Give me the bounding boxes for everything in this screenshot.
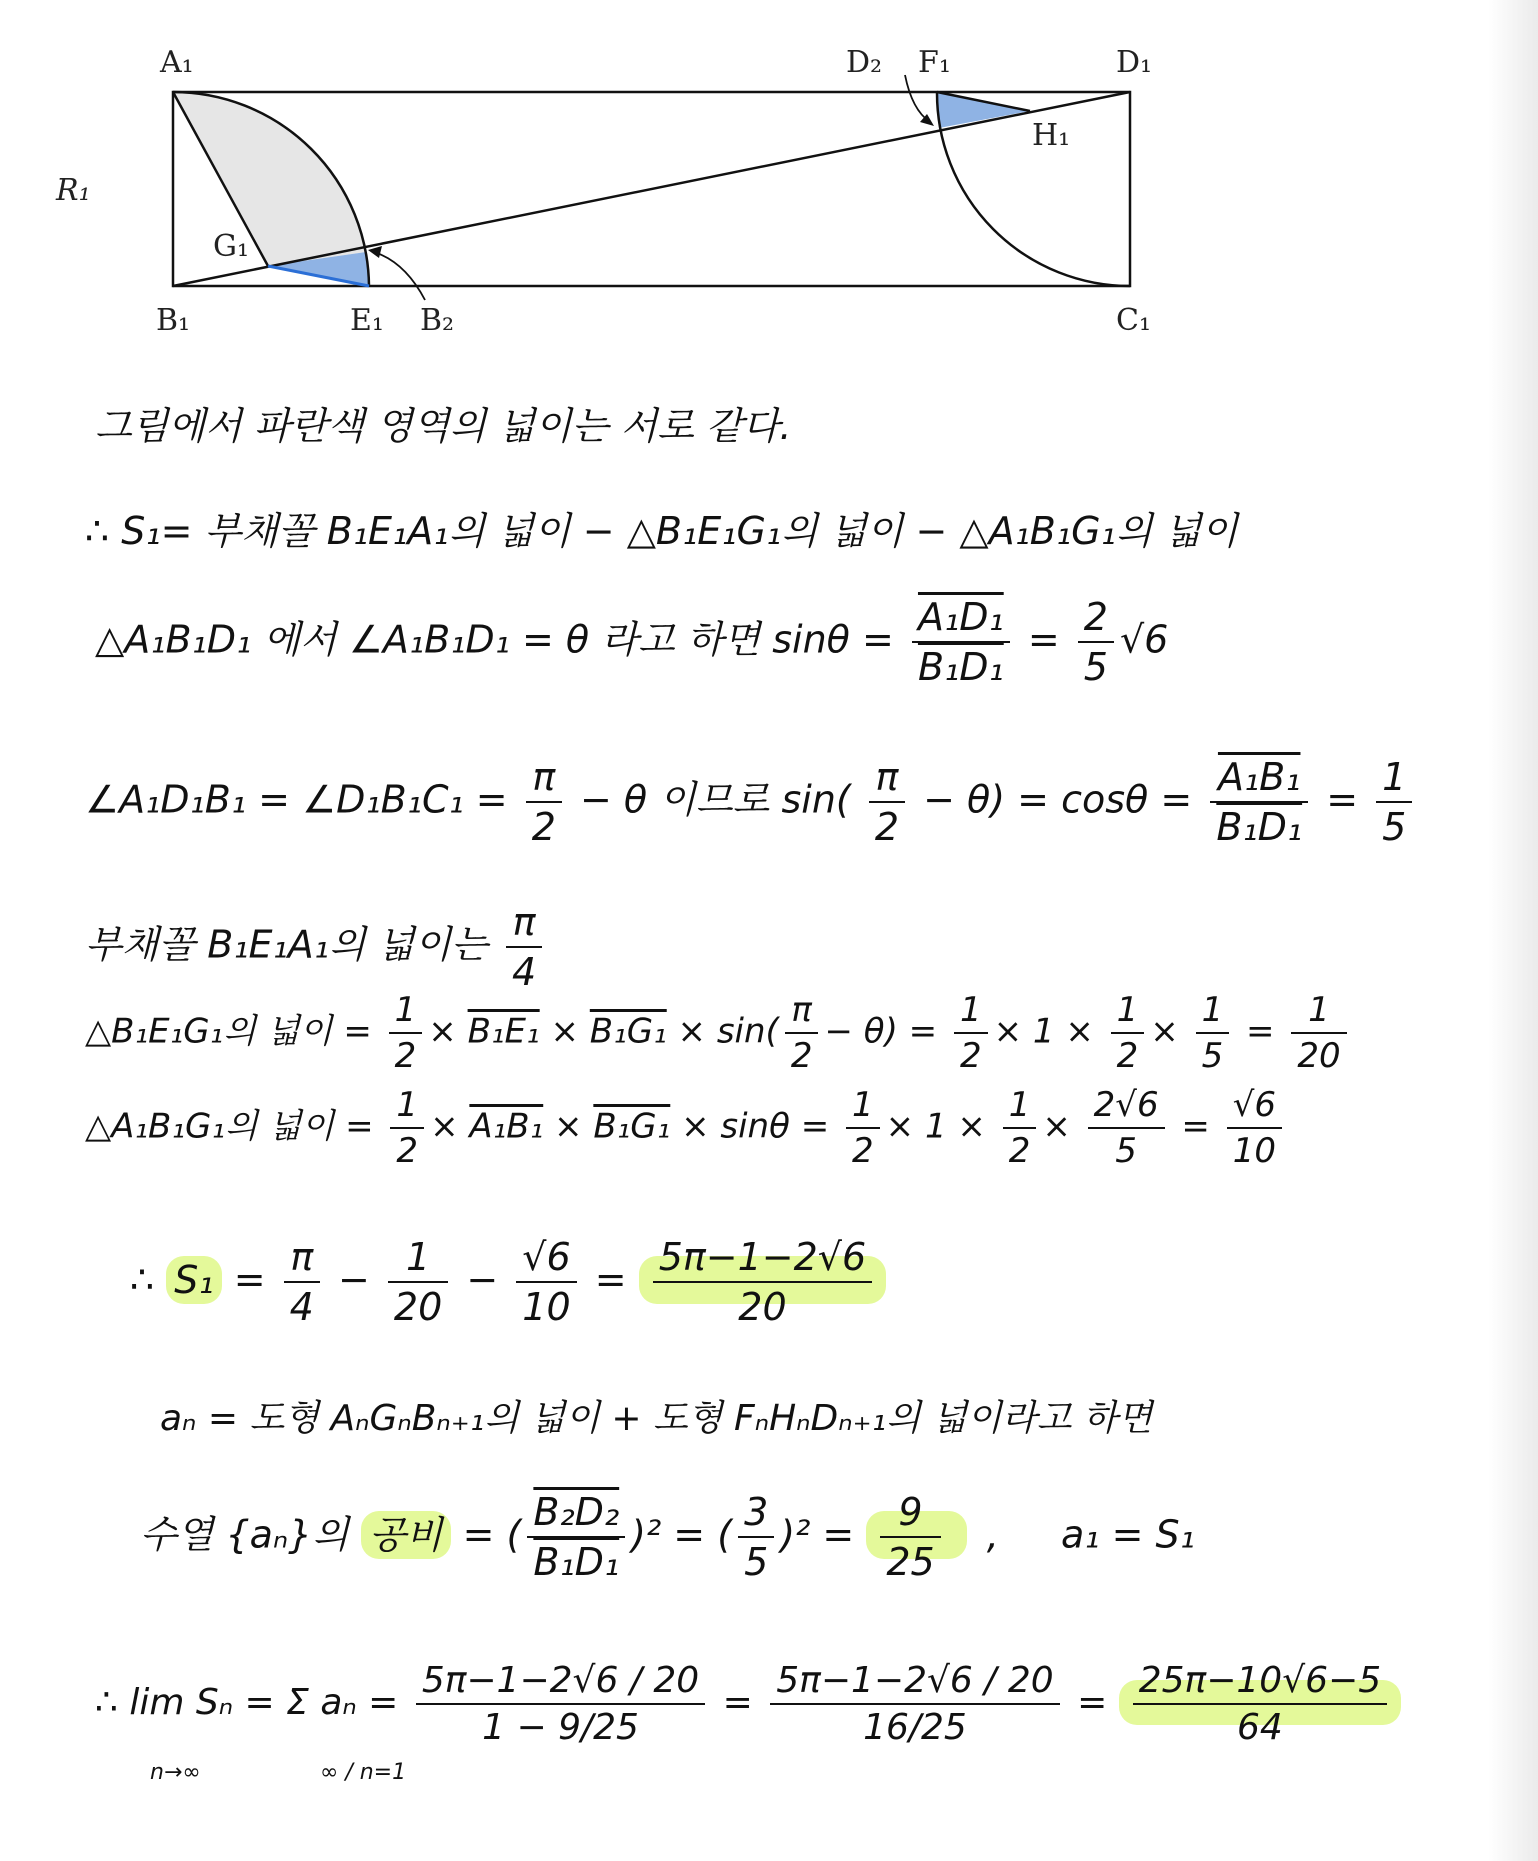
sin-text: × sinθ = [681,1106,830,1147]
squared-equals: )² = [780,1512,855,1557]
line-same-area: 그림에서 파란색 영역의 넓이는 서로 같다. [95,404,792,448]
equals: = [1077,1682,1108,1723]
denominator: 20 [738,1285,787,1329]
equals: = [233,1257,266,1302]
denominator: 2 [394,1036,417,1076]
triangle-text: △B₁E₁G₁의 넓이 = [85,1011,372,1052]
arrow-B2 [374,252,425,300]
times: × [1042,1106,1071,1147]
times-one: × 1 × [885,1106,986,1147]
line-cos-theta [85,755,1418,849]
label-G1: G₁ [213,229,249,264]
label-D1: D₁ [1116,45,1153,80]
numerator: π [785,990,819,1034]
fraction-2sqrt6-5 [1088,1085,1165,1171]
fraction-sqrt6-10 [1227,1085,1282,1171]
label-B1: B₁ [156,303,191,338]
fraction-2-5 [1078,595,1114,689]
denominator: 5 [1382,805,1407,849]
denominator: 4 [289,1285,314,1329]
denominator: 10 [1232,1131,1276,1171]
ratio-value-highlight [866,1490,966,1584]
therefore: ∴ [130,1257,155,1302]
denominator: B₁D₁ [1216,805,1303,849]
denominator: 20 [393,1285,443,1329]
numerator: π [506,900,542,948]
times: × [428,1011,457,1052]
numerator: 1 [1111,990,1145,1034]
minus-theta: − θ) = [824,1011,938,1052]
fraction-1-2 [954,990,988,1076]
s1-value-highlight [639,1235,886,1329]
line-limit [95,1660,1401,1748]
line-common-ratio [140,1490,1195,1584]
fraction-1-2 [390,1085,424,1171]
denominator: 2 [531,805,556,849]
fraction-9-25 [880,1490,940,1584]
minus: − [337,1257,370,1302]
sin-text: × sin( [677,1011,779,1052]
equals: = [1027,617,1060,662]
triangle-text: △A₁B₁G₁의 넓이 = [85,1106,374,1147]
fraction-limit-step2 [770,1660,1059,1748]
denominator: 2 [396,1131,419,1171]
sum-bounds: ∞ / n=1 [320,1760,407,1785]
geometry-figure [0,0,1538,360]
denominator: 5 [1083,645,1108,689]
equals: = [722,1682,753,1723]
comma: , [986,1512,999,1557]
angle-text: ∠A₁D₁B₁ = ∠D₁B₁C₁ = [85,777,508,822]
equals: = [594,1257,627,1302]
numerator: 1 [1196,990,1230,1034]
fraction-1-2 [846,1085,880,1171]
line-s1-definition: ∴ S₁= 부채꼴 B₁E₁A₁의 넓이 − △B₁E₁G₁의 넓이 − △A₁B₁G₁의 넓이 [85,509,1238,553]
label-H1: H₁ [1032,118,1071,153]
label-B2: B₂ [420,303,455,338]
label-E1: E₁ [350,303,384,338]
arrow-B2-head [368,246,382,258]
numerator: B₂D₂ [527,1490,625,1538]
denominator: 1 − 9/25 [482,1707,639,1748]
cos-theta-text: − θ) = cosθ = [923,777,1193,822]
numerator: 25π−10√6−5 [1133,1660,1387,1705]
fraction-1-5 [1376,755,1412,849]
label-A1: A₁ [160,45,194,80]
numerator: 3 [738,1490,774,1538]
numerator: 1 [846,1085,880,1129]
numerator: A₁D₁ [912,595,1010,643]
sequence-text: 수열 {aₙ}의 [140,1512,350,1557]
fraction-1-2 [389,990,423,1076]
numerator: 2√6 [1088,1085,1165,1129]
fraction-limit-step1 [416,1660,705,1748]
denominator: 2 [874,805,900,849]
denominator: 5 [1201,1036,1224,1076]
denominator: 10 [522,1285,571,1329]
limit-subscript: n→∞ [150,1760,201,1785]
fraction-s1-value [653,1235,872,1329]
numerator: 1 [390,1085,424,1129]
minus-theta-text: − θ 이므로 sin( [580,777,851,822]
segment-B1E1: B₁E₁ [467,1011,540,1052]
denominator: 4 [511,950,537,994]
segment-B1G1: B₁G₁ [589,1011,667,1052]
equals: = [1326,777,1359,822]
fraction-1-20 [388,1235,448,1329]
fraction-1-2 [1111,990,1145,1076]
fraction-pi-4 [506,900,542,994]
denominator: 2 [1008,1131,1031,1171]
denominator: 16/25 [863,1707,967,1748]
numerator: 1 [389,990,423,1034]
fraction-pi-4 [284,1235,320,1329]
denominator: 5 [1115,1131,1137,1171]
fraction-A1B1-B1D1 [1210,755,1308,849]
denominator: 20 [1297,1036,1341,1076]
fraction-pi-2 [785,990,819,1076]
numerator: 5π−1−2√6 / 20 [770,1660,1059,1705]
fraction-A1D1-B1D1 [912,595,1010,689]
denominator: 64 [1237,1707,1283,1748]
label-D2: D₂ [846,45,883,80]
line-triangle-A1B1G1 [85,1085,1288,1171]
denominator: 2 [852,1131,874,1171]
numerator: π [284,1235,320,1283]
fraction-1-20 [1291,990,1346,1076]
numerator: 2 [1078,595,1114,643]
denominator: 5 [744,1540,769,1584]
numerator: A₁B₁ [1210,755,1308,803]
segment-B1G1: B₁G₁ [593,1106,671,1147]
numerator: 1 [1291,990,1346,1034]
times: × [1150,1011,1179,1052]
open-paren: = ( [462,1512,522,1557]
numerator: √6 [1227,1085,1282,1129]
denominator: 2 [1116,1036,1139,1076]
numerator: π [869,755,905,803]
numerator: 1 [954,990,988,1034]
line-sector-area [85,900,548,994]
minus: − [466,1257,499,1302]
numerator: 1 [1376,755,1412,803]
label-F1: F₁ [918,45,951,80]
numerator: √6 [516,1235,576,1283]
denominator: 2 [790,1036,813,1076]
times-one: × 1 × [993,1011,1094,1052]
fraction-3-5 [738,1490,774,1584]
denominator: 25 [886,1540,935,1584]
fraction-B2D2-B1D1 [527,1490,625,1584]
fraction-pi-2-b [869,755,905,849]
label-R1: R₁ [56,173,91,208]
line-triangle-B1E1G1 [85,990,1353,1076]
limit-text: ∴ lim Sₙ = Σ aₙ = [95,1682,399,1723]
numerator: 9 [880,1490,940,1538]
times: × [550,1011,579,1052]
numerator: 1 [388,1235,448,1283]
line-sin-theta [95,595,1168,689]
sin-theta-text: △A₁B₁D₁ 에서 ∠A₁B₁D₁ = θ 라고 하면 sinθ = [95,617,894,662]
denominator: B₁D₁ [917,645,1004,689]
times: × [430,1106,459,1147]
s1-highlight: S₁ [166,1256,221,1304]
label-C1: C₁ [1116,303,1151,338]
fraction-pi-2 [526,755,562,849]
sqrt-6: √6 [1119,617,1169,662]
fraction-1-5 [1196,990,1230,1076]
page-edge-shadow [1488,0,1538,1861]
fraction-sqrt6-10 [516,1235,576,1329]
line-s1-result [130,1235,886,1329]
numerator: 5π−1−2√6 [653,1235,872,1283]
ratio-highlight: 공비 [361,1511,450,1559]
denominator: B₁D₁ [533,1540,620,1584]
numerator: 1 [1003,1085,1037,1129]
line-an-definition: aₙ = 도형 AₙGₙBₙ₊₁의 넓이 + 도형 FₙHₙDₙ₊₁의 넓이라고 하면 [160,1398,1153,1439]
fraction-1-2 [1003,1085,1037,1171]
fraction-final-answer [1133,1660,1387,1748]
final-answer-highlight [1119,1660,1401,1748]
segment-A1B1: A₁B₁ [469,1106,544,1147]
equals: = [1246,1011,1275,1052]
denominator: 2 [959,1036,982,1076]
a1-equals-s1: a₁ = S₁ [1060,1512,1195,1557]
numerator: π [526,755,562,803]
squared-paren: )² = ( [631,1512,733,1557]
numerator: 5π−1−2√6 / 20 [416,1660,705,1705]
sector-area-text: 부채꼴 B₁E₁A₁의 넓이는 [85,922,488,967]
equals: = [1181,1106,1210,1147]
times: × [554,1106,583,1147]
